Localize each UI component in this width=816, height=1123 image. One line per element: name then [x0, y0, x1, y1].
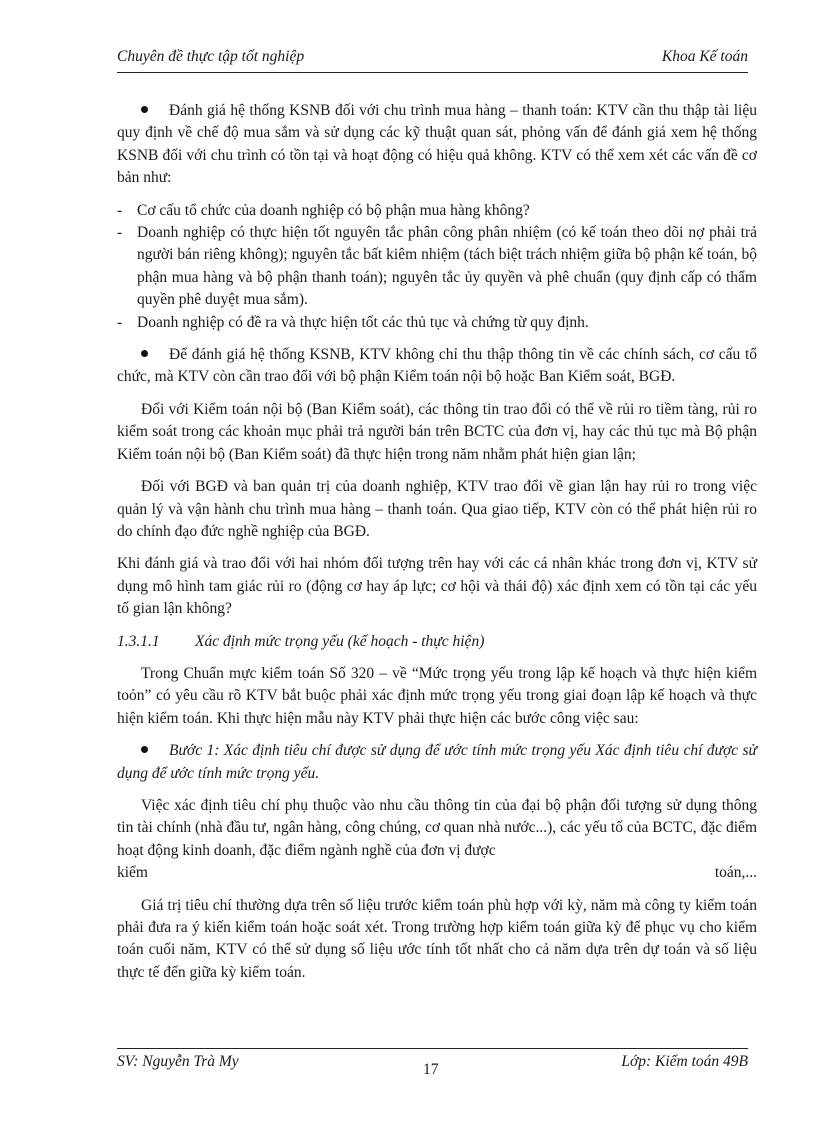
section-number: 1.3.1.1: [117, 632, 160, 650]
page-number: 17: [423, 1061, 439, 1078]
paragraph-internal-audit: Đối với Kiểm toán nội bộ (Ban Kiểm soát), các thông tin trao đổi có thể về rủi ro tiềm tàng, rủi ro kiểm soát trong các khoản mục phải trả người bán trên BCTC của đơn vị, hay các thủ tục mà Bộ phận Kiểm toán nội bộ (Ban Kiểm soát) đã thực hiện trong năm nhằm phát hiện gian lận;: [117, 400, 757, 463]
page-header: [117, 44, 748, 73]
paragraph-standard-320: Trong Chuẩn mực kiểm toán Số 320 – về “Mức trọng yếu trong lập kế hoạch và thực hiện kiểm toỏn” có yêu cầu rõ KTV bắt buộc phải xác định mức trọng yếu trong giai đoạn lập kế hoạch và thực hiện kiểm toán. Khi thực hiện mẫu này KTV phải thực hiện các bước công việc sau:: [117, 664, 757, 727]
list-item: - Doanh nghiệp có thực hiện tốt nguyên tắc phân công phân nhiệm (có kế toán theo dõi nợ phải trả người bán riêng không); nguyên tắc bất kiêm nhiệm (tách biệt trách nhiệm giữa bộ phận kế toán, bộ phận mua hàng và bộ phận thanh toán); nguyên tắc ủy quyền và phê chuẩn (quy định cấp có thẩm quyền phê duyệt mua sắm).: [117, 224, 757, 309]
paragraph-criteria: Việc xác định tiêu chí phụ thuộc vào nhu cầu thông tin của đại bộ phận đối tượng sử dụng thông tin tài chính (nhà đầu tư, ngân hàng, công chúng, cơ quan nhà nước...), các yếu tố của BCTC, đặc điểm hoạt động kinh doanh, đặc điểm ngành nghề của đơn vị được kiểm toán,...: [117, 796, 757, 882]
bullet-icon: [141, 106, 148, 113]
bullet-icon: [141, 350, 148, 357]
paragraph-step-1: Bước 1: Xác định tiêu chí được sử dụng để ước tính mức trọng yếu Xác định tiêu chí được sử dụng để ước tính mức trọng yếu.: [117, 742, 757, 782]
header-document-title: Chuyên đề thực tập tốt nghiệp: [117, 48, 305, 65]
dash-list: [117, 200, 757, 334]
bullet-icon: [141, 746, 148, 753]
section-heading: [117, 631, 757, 653]
list-item: - Cơ cấu tổ chức của doanh nghiệp có bộ phận mua hàng không?: [117, 201, 530, 219]
list-item: - Doanh nghiệp có đề ra và thực hiện tốt các thủ tục và chứng từ quy định.: [117, 313, 589, 331]
footer-class: Lớp: Kiểm toán 49B: [621, 1053, 748, 1070]
paragraph-management: Đối với BGĐ và ban quản trị của doanh nghiệp, KTV trao đổi về gian lận hay rủi ro trong việc quản lý và vận hành chu trình mua hàng – thanh toán. Qua giao tiếp, KTV còn có thể phát hiện rủi ro do chính đạo đức nghề nghiệp của BGĐ.: [117, 478, 757, 540]
paragraph-fraud-triangle: Khi đánh giá và trao đổi với hai nhóm đối tượng trên hay với các cá nhân khác trong đơn vị, KTV sử dụng mô hình tam giác rủi ro (động cơ hay áp lực; cơ hội và thái độ) xác định xem có tồn tại các yếu tố gian lận không?: [117, 555, 757, 618]
paragraph-criteria-value: Giá trị tiêu chí thường dựa trên số liệu trước kiểm toán phù hợp với kỳ, năm mà công ty kiểm toán phải đưa ra ý kiến kiểm toán hoặc soát xét. Trong trường hợp kiểm toán giữa kỳ để phục vụ cho kiểm toán cuối năm, KTV có thể sử dụng số liệu ước tính tốt nhất cho cả năm dựa trên dự toán và số liệu thực tế đến giữa kỳ kiểm toán.: [117, 896, 757, 981]
paragraph-information-gathering: Để đánh giá hệ thống KSNB, KTV không chỉ thu thập thông tin về các chính sách, cơ cấu tổ chức, mà KTV còn cần trao đổi với bộ phận Kiểm toán nội bộ hoặc Ban Kiểm soát, BGĐ.: [117, 346, 757, 386]
header-department: Khoa Kế toán: [661, 48, 748, 65]
page-body: [117, 100, 757, 994]
section-title: Xác định mức trọng yếu (kế hoạch - thực hiện): [195, 632, 485, 650]
footer-student-name: SV: Nguyễn Trà My: [117, 1053, 239, 1070]
paragraph-ksnb-evaluation: Đánh giá hệ thống KSNB đối với chu trình mua hàng – thanh toán: KTV cần thu thập tài liệu quy định về chế độ mua sắm và sử dụng các kỹ thuật quan sát, phỏng vấn để đánh giá xem hệ thống KSNB đối với chu trình có tồn tại và hoạt động có hiệu quả không. KTV có thể xem xét các vấn đề cơ bản như:: [117, 102, 757, 187]
page-footer: [117, 1048, 748, 1079]
